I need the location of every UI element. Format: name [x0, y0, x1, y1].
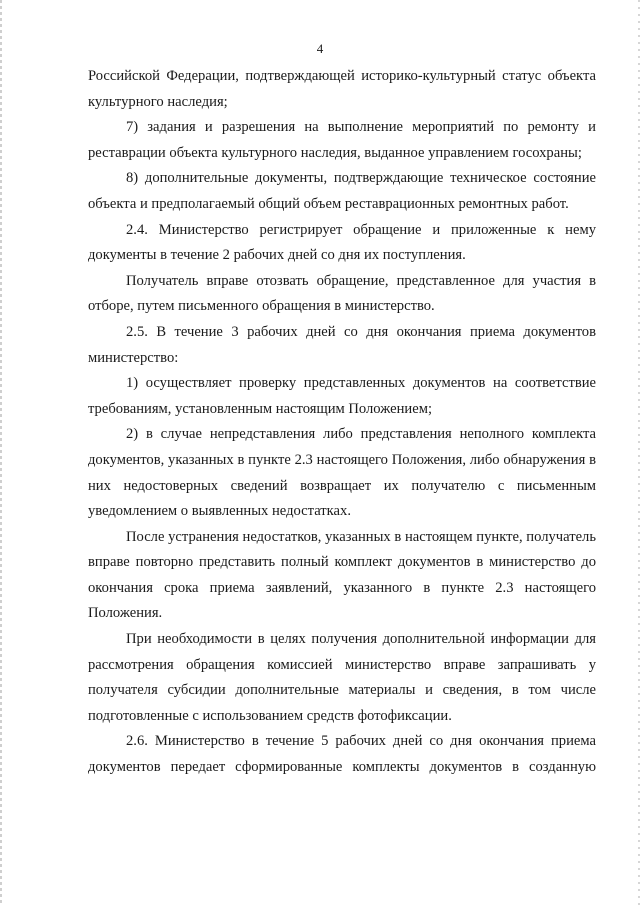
document-body	[88, 64, 596, 781]
section-2-5: 2.5. В течение 3 рабочих дней со дня окончания приема документов министерство:	[88, 323, 596, 366]
list-item-7: 7) задания и разрешения на выполнение мероприятий по ремонту и реставрации объекта культурного наследия, выданное управлением госохраны;	[88, 119, 596, 161]
list-item-2: 2) в случае непредставления либо представления неполного комплекта документов, указанных в пункте 2.3 настоящего Положения, либо обнаружения в них недостоверных сведений возвращает их получателю с письменным уведомлением о выявленных недостатках.	[88, 426, 596, 520]
list-item-1: 1) осуществляет проверку представленных документов на соответствие требованиям, установленным настоящим Положением;	[88, 375, 596, 417]
paragraph-continuation: Российской Федерации, подтверждающей историко-культурный статус объекта культурного наследия;	[88, 68, 596, 110]
list-item-8: 8) дополнительные документы, подтверждающие техническое состояние объекта и предполагаемый общий объем реставрационных ремонтных работ.	[88, 170, 596, 212]
paragraph-withdrawal: Получатель вправе отозвать обращение, представленное для участия в отборе, путем письменного обращения в министерство.	[88, 272, 596, 315]
paragraph-resubmission: После устранения недостатков, указанных в настоящем пункте, получатель вправе повторно представить полный комплект документов в министерство до окончания срока приема заявлений, указанного в пункте 2.3 настоящего Положения.	[88, 528, 596, 622]
paragraph-additional-info: При необходимости в целях получения дополнительной информации для рассмотрения обращения комиссией министерство вправе запрашивать у получателя субсидии дополнительные материалы и сведения, в том числе подготовленные с использованием средств фотофиксации.	[88, 631, 596, 724]
section-2-6: 2.6. Министерство в течение 5 рабочих дней со дня окончания приема документов передает сформированные комплекты документов в созданную	[88, 733, 596, 776]
scan-edge-left	[0, 0, 2, 905]
page-number: 4	[316, 41, 324, 56]
section-2-4: 2.4. Министерство регистрирует обращение и приложенные к нему документы в течение 2 рабочих дней со дня их поступления.	[88, 221, 596, 264]
